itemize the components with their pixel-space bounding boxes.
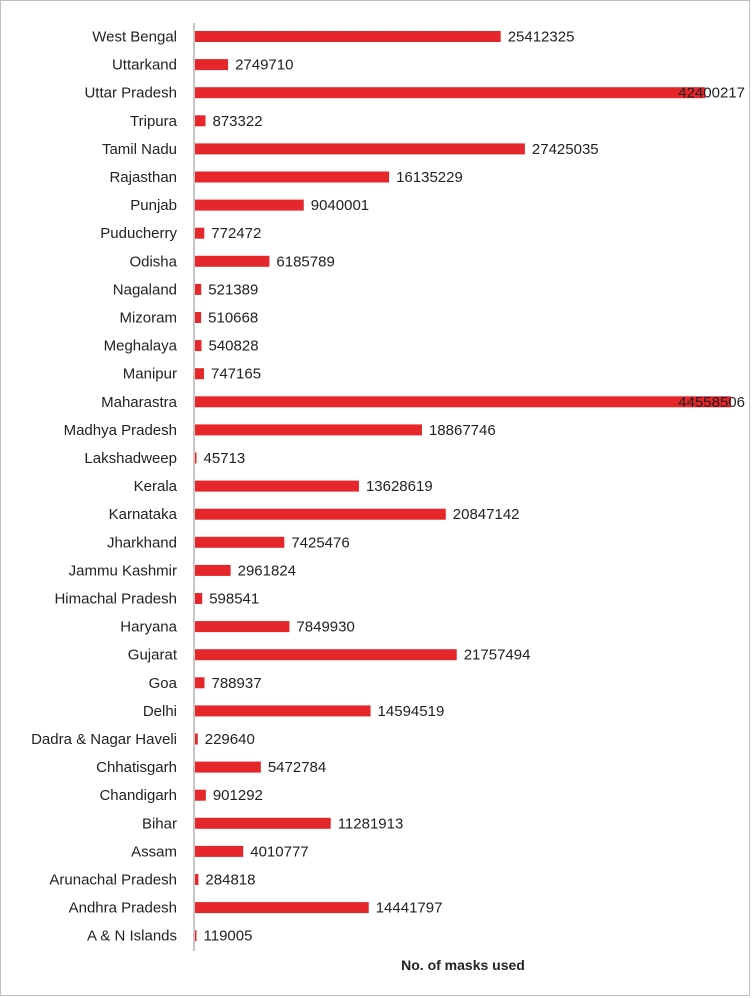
category-label: Delhi	[142, 702, 177, 720]
value-label: 6185789	[276, 253, 335, 271]
bar	[195, 453, 197, 464]
category-label: Mizoram	[119, 309, 177, 327]
bar	[195, 368, 204, 379]
category-label: Andhra Pradesh	[68, 899, 177, 917]
category-label: Odisha	[129, 253, 177, 271]
value-label: 5472784	[267, 759, 327, 777]
value-label: 44558506	[678, 393, 745, 411]
x-axis-title: No. of masks used	[401, 957, 525, 973]
value-label: 14441797	[375, 899, 443, 917]
category-label: Karnataka	[108, 506, 177, 524]
bar	[195, 115, 206, 126]
category-label: Tamil Nadu	[101, 140, 177, 158]
bar	[195, 846, 243, 857]
bar	[195, 930, 197, 941]
category-label: Nagaland	[112, 281, 177, 299]
bar	[195, 818, 331, 829]
category-label: Punjab	[130, 197, 177, 215]
category-label: Kerala	[133, 478, 177, 496]
value-label: 16135229	[396, 169, 463, 186]
value-label: 229640	[204, 731, 255, 748]
bar	[195, 509, 446, 520]
category-label: Rajasthan	[109, 169, 177, 186]
category-label: Uttar Pradesh	[84, 84, 177, 102]
category-label: Himachal Pradesh	[54, 590, 177, 608]
bar	[195, 481, 359, 492]
bar	[195, 874, 198, 885]
category-label: Puducherry	[100, 225, 177, 243]
category-label: Uttarkand	[111, 56, 177, 74]
bar	[195, 172, 389, 183]
bar	[195, 396, 731, 407]
value-label: 747165	[210, 365, 262, 383]
value-label: 540828	[208, 337, 259, 355]
value-label: 21757494	[463, 646, 531, 664]
value-label: 772472	[211, 225, 262, 243]
bar	[195, 565, 231, 576]
category-label: Chandigarh	[99, 787, 177, 805]
bar	[195, 734, 198, 745]
category-label: Goa	[148, 674, 177, 692]
category-label: Jharkhand	[106, 534, 177, 552]
value-label: 20847142	[452, 506, 520, 524]
category-label: West Bengal	[92, 28, 177, 46]
category-label: Haryana	[120, 618, 177, 636]
bar	[195, 87, 705, 98]
category-label: Assam	[131, 843, 177, 861]
category-label: Bihar	[141, 815, 177, 833]
value-label: 284818	[205, 871, 256, 889]
bar	[195, 762, 261, 773]
value-label: 45713	[203, 450, 246, 467]
value-label: 788937	[211, 674, 262, 692]
bar	[195, 340, 202, 351]
value-label: 119005	[203, 927, 253, 945]
value-label: 27425035	[531, 140, 599, 158]
value-label: 25412325	[507, 28, 575, 46]
category-label: Meghalaya	[103, 337, 177, 355]
category-label: A & N Islands	[86, 927, 177, 945]
value-label: 42400217	[678, 84, 745, 102]
category-label: Jammu Kashmir	[68, 562, 177, 580]
value-label: 7425476	[291, 534, 350, 552]
bar	[195, 284, 201, 295]
category-label: Gujarat	[127, 646, 177, 664]
bar	[195, 143, 525, 154]
category-label: Arunachal Pradesh	[49, 871, 177, 889]
value-label: 873322	[212, 112, 263, 130]
value-label: 11281913	[337, 815, 404, 833]
category-label: Manipur	[122, 365, 177, 383]
category-label: Chhatisgarh	[96, 759, 177, 777]
labels-layer	[31, 29, 745, 945]
value-label: 510668	[208, 309, 259, 327]
bar	[195, 228, 204, 239]
value-label: 13628619	[365, 478, 433, 496]
value-label: 14594519	[377, 702, 445, 720]
value-label: 521389	[208, 281, 259, 299]
bar	[195, 256, 269, 267]
value-label: 7849930	[296, 618, 355, 636]
bar	[195, 790, 206, 801]
bar	[195, 31, 501, 42]
category-label: Madhya Pradesh	[63, 421, 177, 439]
bar	[195, 537, 284, 548]
value-label: 901292	[212, 787, 263, 805]
bars-layer	[195, 28, 731, 941]
bar-chart	[1, 1, 751, 997]
bar	[195, 621, 289, 632]
category-label: Maharastra	[101, 393, 177, 411]
value-label: 598541	[209, 590, 260, 608]
value-label: 9040001	[310, 197, 370, 215]
bar	[195, 424, 422, 435]
bar	[195, 677, 204, 688]
category-label: Tripura	[130, 112, 177, 130]
bar	[195, 312, 201, 323]
bar	[195, 59, 228, 70]
bar	[195, 902, 369, 913]
bar	[195, 200, 304, 211]
bar	[195, 593, 202, 604]
category-label: Dadra & Nagar Haveli	[31, 731, 177, 748]
value-label: 4010777	[250, 843, 309, 861]
value-label: 18867746	[428, 421, 496, 439]
category-label: Lakshadweep	[84, 450, 177, 467]
bar	[195, 705, 371, 716]
value-label: 2749710	[235, 56, 294, 74]
bar	[195, 649, 457, 660]
value-label: 2961824	[237, 562, 297, 580]
